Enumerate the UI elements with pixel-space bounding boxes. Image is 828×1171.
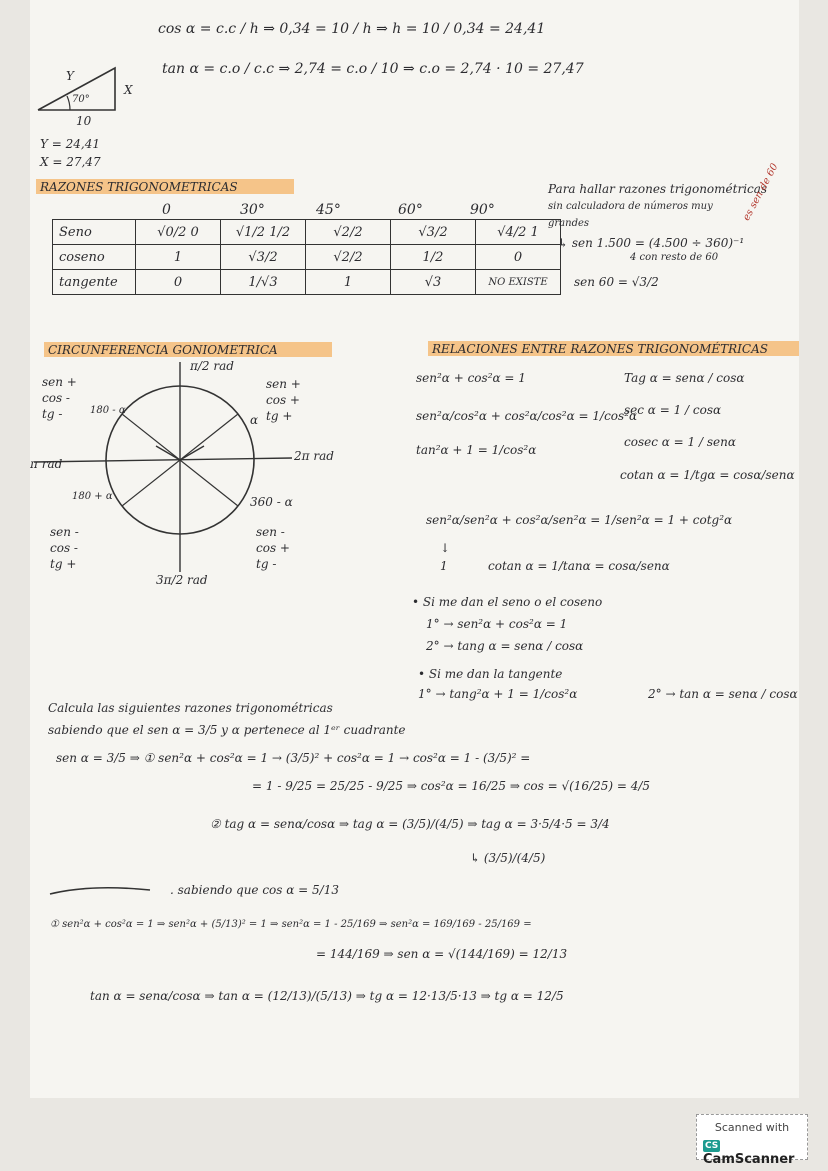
bullet-step1: 1° → sen²α + cos²α = 1: [426, 617, 568, 631]
camscanner-icon: CS: [705, 1141, 719, 1151]
triangle-base: 10: [76, 114, 92, 128]
note-result: sen 60 = √3/2: [574, 275, 659, 289]
circ-right: 2π rad: [294, 449, 334, 463]
bullet-sen-cos: • Si me dan el seno o el coseno: [412, 595, 603, 609]
note-line-1: Para hallar razones trigonométricas: [548, 182, 768, 196]
exercise-step-1b: = 1 - 9/25 = 25/25 - 9/25 ⇒ cos²α = 16/25 ⇒ cos = √(16/25) = 4/5: [252, 779, 651, 793]
sign: cos -: [42, 391, 70, 405]
signs-bottom-left: [50, 526, 79, 570]
rel-identity: sen²α + cos²α = 1: [416, 371, 526, 385]
cell: 1/√3: [221, 270, 306, 295]
def-cotan: cotan α = 1/tgα = cosα/senα: [620, 468, 795, 482]
cell: 1: [306, 270, 391, 295]
sign: cos +: [256, 541, 290, 555]
rel-arrow: ↓: [440, 541, 451, 555]
cell: NO EXISTE: [476, 270, 561, 295]
header-45: 45°: [316, 202, 341, 218]
sign: tg +: [50, 557, 77, 571]
cell: √1/2 1/2: [221, 220, 306, 245]
triangle-label-x: X: [124, 83, 133, 97]
bullet-tan-step1: 1° → tang²α + 1 = 1/cos²α: [418, 687, 578, 701]
cell: √2/2: [306, 245, 391, 270]
cell: 0: [476, 245, 561, 270]
sign: tg -: [256, 557, 277, 571]
trig-table: [52, 219, 561, 295]
unit-circle: [30, 360, 390, 590]
bullet-tangente: • Si me dan la tangente: [418, 667, 563, 681]
triangle-angle: 70°: [72, 94, 90, 105]
sign: sen -: [50, 525, 79, 539]
header-0: 0: [162, 202, 171, 218]
notebook-page: [30, 0, 799, 1098]
sign: sen +: [266, 377, 301, 391]
signs-top-right: [266, 378, 301, 422]
exercise-step-2b: ↳ (3/5)/(4/5): [470, 851, 546, 865]
def-tag: Tag α = senα / cosα: [624, 371, 745, 385]
table-row: [53, 270, 561, 295]
circ-bottom: 3π/2 rad: [156, 573, 208, 587]
note-rest: 4 con resto de 60: [630, 252, 719, 263]
sign: sen +: [42, 375, 77, 389]
scanner-caption: Scanned with: [714, 1121, 790, 1134]
row-label-seno: Seno: [53, 220, 136, 245]
table-row: [53, 220, 561, 245]
exercise-step-1: sen α = 3/5 ⇒ ① sen²α + cos²α = 1 → (3/5)² + cos²α = 1 → cos²α = 1 - (3/5)² =: [56, 751, 531, 765]
rel-cotan: cotan α = 1/tanα = cosα/senα: [488, 559, 670, 573]
second-step-1: ① sen²α + cos²α = 1 ⇒ sen²α + (5/13)² = 1 ⇒ sen²α = 1 - 25/169 ⇒ sen²α = 169/169 - 25/169 =: [50, 919, 532, 930]
rel-title: RELACIONES ENTRE RAZONES TRIGONOMÉTRICAS: [432, 342, 768, 356]
header-90: 90°: [470, 202, 495, 218]
circ-q4: 360 - α: [250, 495, 293, 509]
triangle-drawing: [30, 0, 799, 180]
cell: √3/2: [221, 245, 306, 270]
cell: √0/2 0: [136, 220, 221, 245]
note-side: es sen de 60: [741, 161, 781, 223]
rel-tan: tan²α + 1 = 1/cos²α: [416, 443, 537, 457]
note-line-3: grandes: [548, 218, 590, 229]
signs-bottom-right: [256, 526, 290, 570]
row-label-coseno: coseno: [53, 245, 136, 270]
result-y: Y = 24,41: [40, 137, 100, 151]
rel-divide-sen: sen²α/sen²α + cos²α/sen²α = 1/sen²α = 1 + cotg²α: [426, 513, 733, 527]
bullet-step2: 2° → tang α = senα / cosα: [426, 639, 584, 653]
tan-equation: tan α = c.o / c.c ⇒ 2,74 = c.o / 10 ⇒ c.o = 2,74 · 10 = 27,47: [162, 61, 584, 77]
header-30: 30°: [240, 202, 265, 218]
bullet-tan-step2: 2° → tan α = senα / cosα: [648, 687, 798, 701]
exercise-step-2: ② tag α = senα/cosα ⇒ tag α = (3/5)/(4/5) ⇒ tag α = 3·5/4·5 = 3/4: [210, 817, 610, 831]
cell: √4/2 1: [476, 220, 561, 245]
circ-title: CIRCUNFERENCIA GONIOMETRICA: [48, 343, 278, 357]
rel-one: 1: [440, 559, 448, 573]
header-60: 60°: [398, 202, 423, 218]
cos-equation: cos α = c.c / h ⇒ 0,34 = 10 / h ⇒ h = 10 / 0,34 = 24,41: [158, 21, 546, 37]
exercise-line-2: sabiendo que el sen α = 3/5 y α pertenece al 1ᵉʳ cuadrante: [48, 723, 406, 737]
triangle-label-y: Y: [66, 69, 74, 83]
cell: √3: [391, 270, 476, 295]
camscanner-watermark: [696, 1114, 808, 1167]
second-step-2: tan α = senα/cosα ⇒ tan α = (12/13)/(5/13) ⇒ tg α = 12·13/5·13 ⇒ tg α = 12/5: [90, 989, 564, 1003]
second-step-1b: = 144/169 ⇒ sen α = √(144/169) = 12/13: [316, 947, 568, 961]
note-line-2: sin calculadora de números muy: [548, 201, 713, 212]
result-x: X = 27,47: [40, 155, 101, 169]
cell: √3/2: [391, 220, 476, 245]
sign: tg +: [266, 409, 293, 423]
sign: cos +: [266, 393, 300, 407]
cell: 0: [136, 270, 221, 295]
scanner-logo: [703, 1137, 807, 1167]
cell: 1: [136, 245, 221, 270]
razones-title: RAZONES TRIGONOMETRICAS: [40, 180, 238, 194]
exercise-line-1: Calcula las siguientes razones trigonométricas: [48, 701, 333, 715]
rel-divide-cos: sen²α/cos²α + cos²α/cos²α = 1/cos²α: [416, 409, 638, 423]
scanner-brand: CamScanner: [703, 1152, 795, 1167]
circ-q1: α: [250, 413, 259, 427]
circ-top: π/2 rad: [190, 359, 234, 373]
def-sec: sec α = 1 / cosα: [624, 403, 722, 417]
note-calc: ↳ sen 1.500 = (4.500 ÷ 360)⁻¹: [558, 236, 745, 250]
circ-q3: 180 + α: [72, 491, 113, 502]
signs-top-left: [42, 376, 77, 420]
circ-q2: 180 - α: [90, 405, 126, 416]
second-case: . sabiendo que cos α = 5/13: [170, 883, 339, 897]
table-row: [53, 245, 561, 270]
sign: cos -: [50, 541, 78, 555]
sign: sen -: [256, 525, 285, 539]
sign: tg -: [42, 407, 63, 421]
circ-left: π rad: [30, 457, 63, 471]
divider-stroke: [30, 880, 799, 900]
row-label-tangente: tangente: [53, 270, 136, 295]
cell: 1/2: [391, 245, 476, 270]
def-cosec: cosec α = 1 / senα: [624, 435, 736, 449]
cell: √2/2: [306, 220, 391, 245]
